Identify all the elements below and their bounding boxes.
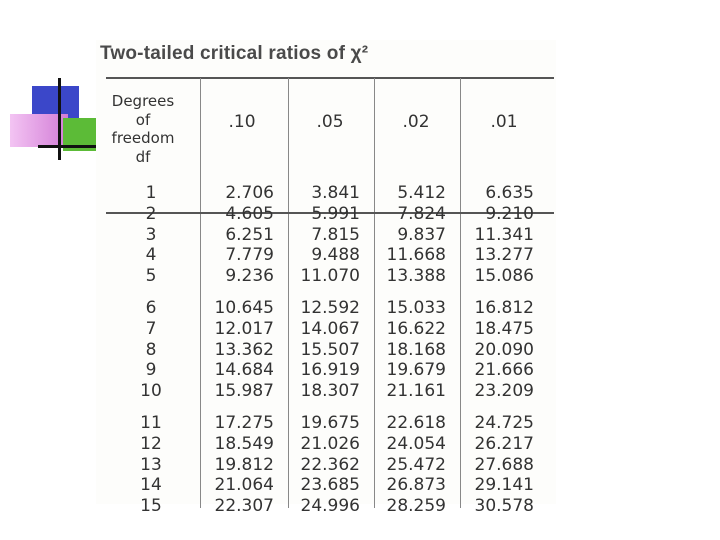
value-cell: 11.070 xyxy=(300,266,360,287)
column-header: .10 xyxy=(228,112,256,132)
chi-square-table xyxy=(96,40,556,517)
value-cell: 15.033 xyxy=(386,298,446,318)
value-cell: 10.645 xyxy=(214,298,274,318)
value-cell: 21.666 xyxy=(474,360,534,381)
df-cell: 9 xyxy=(145,360,157,381)
value-cell: 24.725 xyxy=(474,413,534,433)
value-cell: 9.837 xyxy=(397,224,446,245)
value-cell: 22.307 xyxy=(214,496,274,517)
value-cell: 23.685 xyxy=(300,475,360,496)
value-cell: 21.161 xyxy=(386,381,446,402)
value-cell: 18.168 xyxy=(386,339,446,360)
table-top-rule xyxy=(106,77,554,79)
value-cell: 13.362 xyxy=(214,339,274,360)
df-cell: 3 xyxy=(145,224,157,245)
value-cell: 30.578 xyxy=(474,496,534,517)
value-cell: 28.259 xyxy=(386,496,446,517)
value-cell: 14.067 xyxy=(300,318,360,339)
value-cell: 26.873 xyxy=(386,475,446,496)
table-row xyxy=(96,433,556,455)
value-cell: 29.141 xyxy=(474,475,534,496)
table-row xyxy=(96,454,556,476)
value-cell: 11.341 xyxy=(474,224,534,245)
value-cell: 22.362 xyxy=(300,454,360,475)
value-cell: 12.017 xyxy=(214,318,274,339)
value-cell: 19.679 xyxy=(386,360,446,381)
table-row xyxy=(96,182,556,204)
value-cell: 19.675 xyxy=(300,413,360,433)
value-cell: 16.812 xyxy=(474,298,534,318)
table-row xyxy=(96,380,556,402)
value-cell: 18.549 xyxy=(214,433,274,454)
value-cell: 18.307 xyxy=(300,381,360,402)
df-cell: 13 xyxy=(140,454,162,475)
value-cell: 9.236 xyxy=(225,266,274,287)
df-cell: 10 xyxy=(140,381,162,402)
df-cell: 11 xyxy=(140,413,162,433)
table-row xyxy=(96,412,556,434)
df-cell: 6 xyxy=(145,298,157,318)
value-cell: 2.706 xyxy=(225,183,274,203)
df-cell: 7 xyxy=(145,318,157,339)
value-cell: 16.622 xyxy=(386,318,446,339)
table-row xyxy=(96,359,556,381)
value-cell: 21.026 xyxy=(300,433,360,454)
value-cell: 13.388 xyxy=(386,266,446,287)
value-cell: 7.815 xyxy=(311,224,360,245)
table-row xyxy=(96,224,556,246)
value-cell: 18.475 xyxy=(474,318,534,339)
value-cell: 5.991 xyxy=(311,203,360,224)
df-cell: 15 xyxy=(140,496,162,517)
table-row xyxy=(96,318,556,340)
table-row xyxy=(96,244,556,266)
value-cell: 20.090 xyxy=(474,339,534,360)
value-cell: 24.054 xyxy=(386,433,446,454)
value-cell: 13.277 xyxy=(474,245,534,266)
value-cell: 22.618 xyxy=(386,413,446,433)
value-cell: 15.987 xyxy=(214,381,274,402)
value-cell: 27.688 xyxy=(474,454,534,475)
value-cell: 9.210 xyxy=(485,203,534,224)
df-cell: 4 xyxy=(145,245,157,266)
value-cell: 25.472 xyxy=(386,454,446,475)
column-header: .05 xyxy=(316,112,344,132)
df-cell: 5 xyxy=(145,266,157,287)
value-cell: 21.064 xyxy=(214,475,274,496)
value-cell: 23.209 xyxy=(474,381,534,402)
column-header: .02 xyxy=(402,112,430,132)
df-header: Degrees of freedom df xyxy=(111,92,175,166)
df-cell: 8 xyxy=(145,339,157,360)
df-cell: 1 xyxy=(145,183,157,203)
value-cell: 12.592 xyxy=(300,298,360,318)
value-cell: 19.812 xyxy=(214,454,274,475)
table-row xyxy=(96,474,556,496)
table-row xyxy=(96,339,556,361)
value-cell: 11.668 xyxy=(386,245,446,266)
table-title: Two-tailed critical ratios of χ² xyxy=(100,43,369,64)
table-row xyxy=(96,265,556,287)
value-cell: 7.779 xyxy=(225,245,274,266)
value-cell: 24.996 xyxy=(300,496,360,517)
df-cell: 2 xyxy=(145,203,157,224)
value-cell: 14.684 xyxy=(214,360,274,381)
value-cell: 9.488 xyxy=(311,245,360,266)
table-row xyxy=(96,495,556,517)
column-header: .01 xyxy=(490,112,518,132)
value-cell: 6.635 xyxy=(485,183,534,203)
value-cell: 4.605 xyxy=(225,203,274,224)
df-cell: 14 xyxy=(140,475,162,496)
table-row xyxy=(96,297,556,319)
value-cell: 15.507 xyxy=(300,339,360,360)
value-cell: 6.251 xyxy=(225,224,274,245)
value-cell: 7.824 xyxy=(397,203,446,224)
ornament-horizontal-line xyxy=(38,145,98,148)
value-cell: 5.412 xyxy=(397,183,446,203)
value-cell: 16.919 xyxy=(300,360,360,381)
table-row xyxy=(96,203,556,225)
value-cell: 3.841 xyxy=(311,183,360,203)
value-cell: 15.086 xyxy=(474,266,534,287)
df-cell: 12 xyxy=(140,433,162,454)
value-cell: 26.217 xyxy=(474,433,534,454)
value-cell: 17.275 xyxy=(214,413,274,433)
